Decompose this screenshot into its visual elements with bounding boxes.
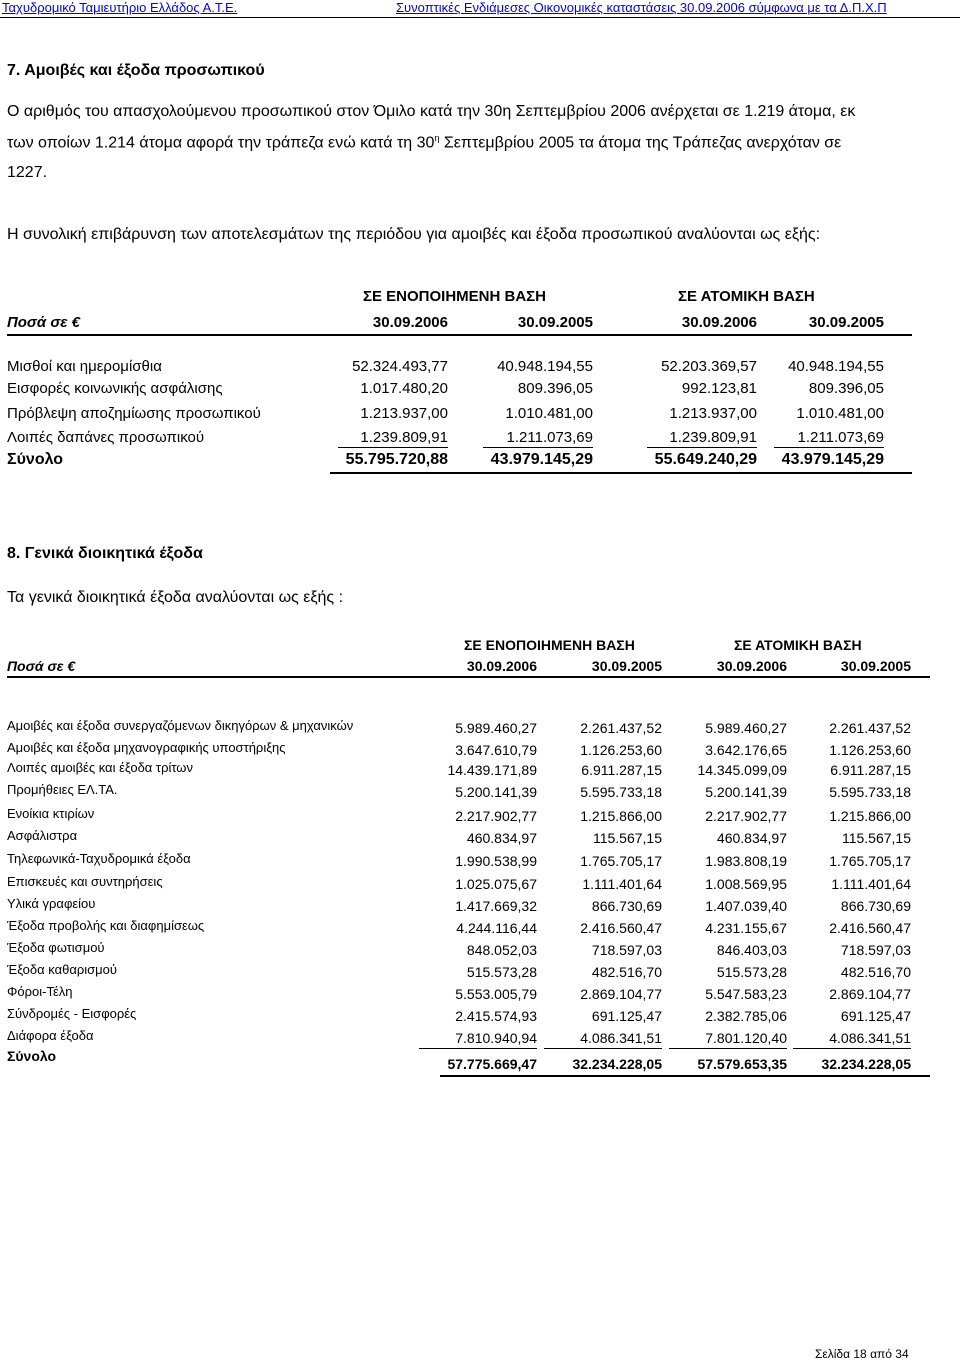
date-header: 30.09.2005	[517, 314, 593, 331]
row-value: 866.730,69	[840, 898, 911, 914]
row-value: 1.213.937,00	[669, 405, 757, 422]
row-value: 2.869.104,77	[580, 986, 662, 1002]
row-value: 2.217.902,77	[455, 808, 537, 824]
row-value: 3.642.176,65	[705, 742, 787, 758]
row-value: 1.765.705,17	[580, 853, 662, 869]
date-header: 30.09.2006	[716, 658, 787, 674]
row-label: Μισθοί και ημερομίσθια	[7, 358, 162, 375]
amount-label: Ποσά σε €	[7, 658, 76, 674]
row-label: Ασφάλιστρα	[7, 828, 78, 843]
row-value: 3.647.610,79	[455, 742, 537, 758]
row-value: 1.213.937,00	[360, 405, 448, 422]
total-value: 55.649.240,29	[654, 451, 757, 468]
row-value: 5.595.733,18	[829, 784, 911, 800]
row-value: 866.730,69	[591, 898, 662, 914]
total-rule	[330, 472, 912, 474]
section-7-para-line1: Ο αριθμός του απασχολούμενου προσωπικού στον Όμιλο κατά την 30η Σεπτεμβρίου 2006 ανέρχεται σε 1.219 άτομα, εκ	[7, 103, 856, 120]
row-value: 1.111.401,64	[582, 876, 662, 892]
row-label: Έξοδα καθαρισμού	[7, 962, 117, 977]
row-value: 1.017.480,20	[360, 380, 448, 397]
section-7-title: 7. Αμοιβές και έξοδα προσωπικού	[7, 62, 265, 79]
row-value: 7.810.940,94	[455, 1030, 537, 1046]
row-value: 2.416.560,47	[829, 920, 911, 936]
date-header: 30.09.2006	[466, 658, 537, 674]
row-value: 52.324.493,77	[352, 358, 448, 375]
row-value: 992.123,81	[681, 380, 757, 397]
header-bank-name[interactable]: Ταχυδρομικό Ταμιευτήριο Ελλάδος Α.Τ.Ε.	[2, 0, 238, 15]
row-value: 1.417.669,32	[455, 898, 537, 914]
subtotal-rule	[793, 1048, 911, 1049]
date-header: 30.09.2005	[808, 314, 884, 331]
row-value: 5.547.583,23	[705, 986, 787, 1002]
total-label: Σύνολο	[7, 451, 64, 468]
row-label: Τηλεφωνικά-Ταχυδρομικά έξοδα	[7, 851, 191, 866]
section-7-para-line3: 1227.	[7, 164, 48, 181]
row-value: 515.573,28	[466, 964, 537, 980]
subtotal-rule	[544, 1048, 662, 1049]
row-value: 5.553.005,79	[455, 986, 537, 1002]
row-value: 1.215.866,00	[829, 808, 911, 824]
total-value: 57.775.669,47	[447, 1056, 537, 1072]
section-7-para-line2: των οποίων 1.214 άτομα αφορά την τράπεζα ενώ κατά τη $30^\eta$ Σεπτεμβρίου 2005 τα άτομα της Τράπεζας ανερχόταν σε	[7, 133, 842, 152]
row-label: Σύνδρομές - Εισφορές	[7, 1006, 137, 1021]
row-label: Εισφορές κοινωνικής ασφάλισης	[7, 380, 223, 397]
row-value: 2.217.902,77	[705, 808, 787, 824]
section-8-intro: Τα γενικά διοικητικά έξοδα αναλύονται ως εξής :	[7, 589, 344, 606]
total-label: Σύνολο	[7, 1048, 57, 1064]
row-value: 1.010.481,00	[796, 405, 884, 422]
row-value: 2.261.437,52	[580, 720, 662, 736]
row-value: 460.834,97	[716, 830, 787, 846]
group-header-consolidated: ΣΕ ΕΝΟΠΟΙΗΜΕΝΗ ΒΑΣΗ	[363, 288, 547, 305]
row-value: 2.261.437,52	[829, 720, 911, 736]
date-header: 30.09.2006	[372, 314, 448, 331]
row-value: 2.415.574,93	[455, 1008, 537, 1024]
row-value: 4.231.155,67	[705, 920, 787, 936]
row-value: 5.595.733,18	[580, 784, 662, 800]
row-value: 1.990.538,99	[455, 853, 537, 869]
page-number: Σελίδα 18 από 34	[815, 1347, 909, 1361]
row-value: 1.211.073,69	[797, 429, 884, 446]
row-value: 460.834,97	[466, 830, 537, 846]
row-value: 1.126.253,60	[829, 742, 911, 758]
row-value: 1.025.075,67	[455, 876, 537, 892]
row-value: 1.983.808,19	[705, 853, 787, 869]
row-value: 4.086.341,51	[829, 1030, 911, 1046]
row-value: 1.008.569,95	[705, 876, 787, 892]
total-value: 32.234.228,05	[821, 1056, 911, 1072]
date-header: 30.09.2005	[840, 658, 911, 674]
amount-label: Ποσά σε €	[7, 314, 80, 331]
row-value: 5.200.141,39	[705, 784, 787, 800]
subtotal-rule	[419, 1048, 537, 1049]
row-value: 1.765.705,17	[829, 853, 911, 869]
subtotal-rule	[669, 1048, 787, 1049]
row-value: 5.200.141,39	[455, 784, 537, 800]
row-value: 718.597,03	[840, 942, 911, 958]
row-value: 809.396,05	[808, 380, 884, 397]
row-label: Λοιπές δαπάνες προσωπικού	[7, 429, 205, 446]
row-label: Προμήθειες ΕΛ.ΤΑ.	[7, 782, 118, 797]
row-label: Διάφορα έξοδα	[7, 1028, 94, 1043]
row-label: Υλικά γραφείου	[7, 896, 96, 911]
row-label: Επισκευές και συντηρήσεις	[7, 874, 163, 889]
row-value: 115.567,15	[592, 830, 662, 846]
row-value: 1.215.866,00	[580, 808, 662, 824]
row-value: 14.345.099,09	[697, 762, 787, 778]
total-value: 43.979.145,29	[781, 451, 884, 468]
row-value: 691.125,47	[840, 1008, 911, 1024]
row-value: 115.567,15	[841, 830, 911, 846]
row-value: 52.203.369,57	[661, 358, 757, 375]
row-value: 40.948.194,55	[497, 358, 593, 375]
date-header: 30.09.2005	[591, 658, 662, 674]
row-label: Λοιπές αμοιβές και έξοδα τρίτων	[7, 760, 193, 775]
group-header-consolidated: ΣΕ ΕΝΟΠΟΙΗΜΕΝΗ ΒΑΣΗ	[464, 637, 635, 653]
row-value: 848.052,03	[466, 942, 537, 958]
total-value: 55.795.720,88	[345, 451, 448, 468]
row-value: 1.211.073,69	[506, 429, 593, 446]
group-header-standalone: ΣΕ ΑΤΟΜΙΚΗ ΒΑΣΗ	[678, 288, 815, 305]
row-value: 1.407.039,40	[705, 898, 787, 914]
row-value: 4.244.116,44	[456, 920, 537, 936]
row-value: 5.989.460,27	[455, 720, 537, 736]
row-value: 482.516,70	[840, 964, 911, 980]
row-value: 718.597,03	[591, 942, 662, 958]
date-header: 30.09.2006	[681, 314, 757, 331]
row-value: 7.801.120,40	[705, 1030, 787, 1046]
row-value: 846.403,03	[716, 942, 787, 958]
header-rule	[0, 17, 960, 18]
running-header	[0, 0, 960, 16]
row-label: Αμοιβές και έξοδα μηχανογραφικής υποστήριξης	[7, 740, 286, 755]
row-label: Ενοίκια κτιρίων	[7, 806, 95, 821]
total-value: 57.579.653,35	[697, 1056, 787, 1072]
row-value: 691.125,47	[591, 1008, 662, 1024]
row-value: 1.126.253,60	[580, 742, 662, 758]
row-value: 1.239.809,91	[669, 429, 757, 446]
row-value: 6.911.287,15	[830, 762, 911, 778]
row-value: 2.416.560,47	[580, 920, 662, 936]
row-label: Έξοδα προβολής και διαφημίσεως	[7, 918, 205, 933]
row-label: Φόροι-Τέλη	[7, 984, 73, 999]
section-8-title: 8. Γενικά διοικητικά έξοδα	[7, 545, 203, 562]
row-label: Έξοδα φωτισμού	[7, 940, 105, 955]
row-value: 2.382.785,06	[705, 1008, 787, 1024]
subtotal-rule	[338, 447, 448, 448]
row-value: 1.111.401,64	[831, 876, 911, 892]
row-value: 515.573,28	[716, 964, 787, 980]
row-value: 4.086.341,51	[580, 1030, 662, 1046]
row-value: 6.911.287,15	[581, 762, 662, 778]
total-value: 43.979.145,29	[490, 451, 593, 468]
row-value: 809.396,05	[517, 380, 593, 397]
row-value: 482.516,70	[591, 964, 662, 980]
group-header-standalone: ΣΕ ΑΤΟΜΙΚΗ ΒΑΣΗ	[734, 637, 862, 653]
row-value: 1.010.481,00	[505, 405, 593, 422]
row-value: 5.989.460,27	[705, 720, 787, 736]
subtotal-rule	[483, 447, 593, 448]
total-rule	[440, 1075, 930, 1077]
row-label: Πρόβλεψη αποζημίωσης προσωπικού	[7, 405, 261, 422]
header-doc-title[interactable]: Συνοπτικές Ενδιάμεσες Οικονομικές καταστάσεις 30.09.2006 σύμφωνα με τα Δ.Π.Χ.Π	[396, 0, 887, 15]
subtotal-rule	[647, 447, 757, 448]
header-rule	[7, 334, 912, 336]
row-value: 40.948.194,55	[788, 358, 884, 375]
row-label: Αμοιβές και έξοδα συνεργαζόμενων δικηγόρων & μηχανικών	[7, 718, 354, 733]
row-value: 14.439.171,89	[447, 762, 537, 778]
section-7-intro: Η συνολική επιβάρυνση των αποτελεσμάτων της περιόδου για αμοιβές και έξοδα προσωπικού αναλύονται ως εξής:	[7, 226, 821, 243]
row-value: 2.869.104,77	[829, 986, 911, 1002]
row-value: 1.239.809,91	[360, 429, 448, 446]
subtotal-rule	[774, 447, 884, 448]
header-rule	[7, 676, 930, 678]
total-value: 32.234.228,05	[572, 1056, 662, 1072]
